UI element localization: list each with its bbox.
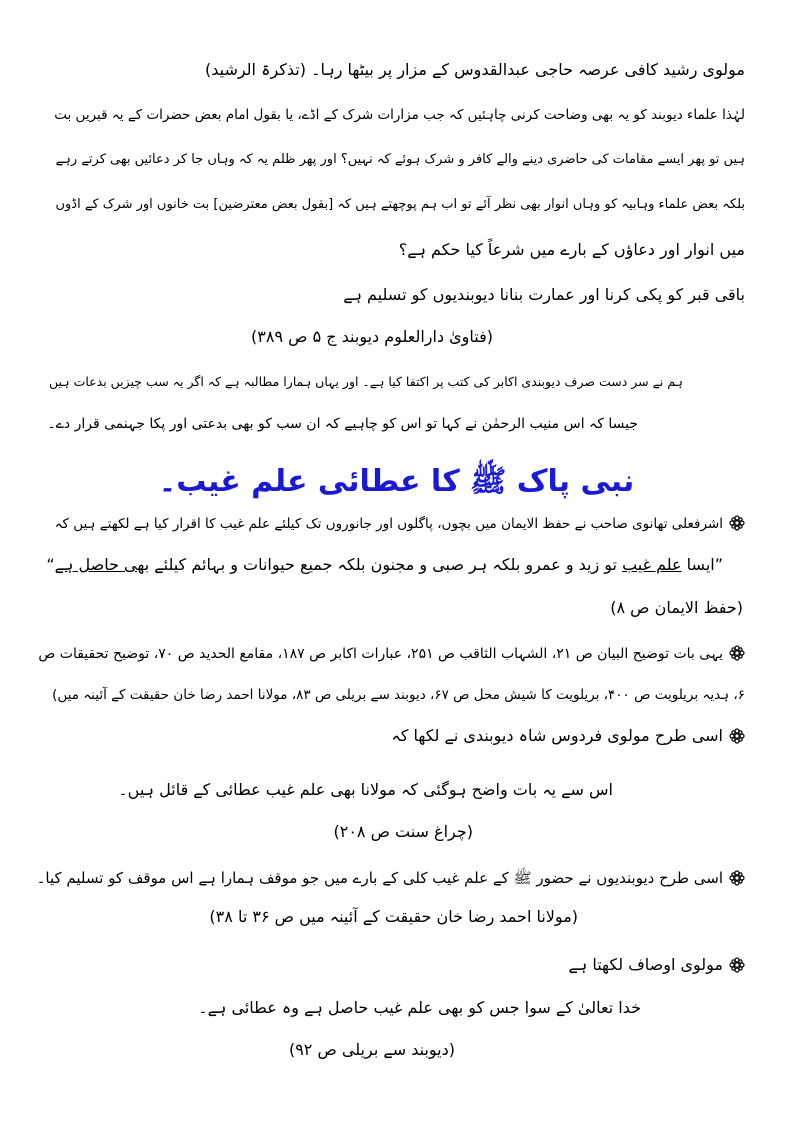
line-5: میں انوار اور دعاؤں کے بارے میں شرعاً کیا حکم ہے؟ — [398, 240, 745, 259]
line-18-text: اسی طرح دیوبندیوں نے حضور ﷺ کے علم غیب کلی کے بارے میں جو موقف ہمارا ہے اس موقف کو تسلیم کیا۔ — [36, 869, 723, 887]
line-10-text: اشرفعلی تھانوی صاحب نے حفظ الایمان میں بچوں، پاگلوں اور جانوروں تک کیلئے علم غیب کا اقرار کیا ہے لکھتے ہیں کہ — [54, 516, 723, 532]
line-4: بلکہ بعض علماء وہابیہ کو وہاں انوار بھی نظر آئے تو اب ہم پوچھتے ہیں کہ [بقول بعض معترضین] بت خانوں اور شرک کے اڈوں — [55, 197, 745, 212]
ornament-flower-icon — [729, 870, 745, 886]
line-16: اس سے یہ بات واضح ہوگئی کہ مولانا بھی علم غیب عطائی کے قائل ہیں۔ — [118, 780, 613, 799]
citation-chiragh: (چراغ سنت ص ۲۰۸) — [333, 822, 473, 841]
line-6: باقی قبر کو پکی کرنا اور عمارت بنانا دیوبندیوں کو تسلیم ہے — [343, 285, 745, 304]
quote-part-e: “ — [46, 555, 55, 574]
line-15-text: اسی طرح مولوی فردوس شاہ دیوبندی نے لکھا کہ — [391, 726, 723, 745]
ornament-flower-icon — [729, 728, 745, 744]
line-21: خدا تعالیٰ کے سوا جس کو بھی علم غیب حاصل ہے وہ عطائی ہے۔ — [198, 998, 641, 1017]
line-2: لہٰذا علماء دیوبند کو یہ بھی وضاحت کرنی چاہئیں کہ جب مزارات شرک کے اڈے، یا بقول امام بعض حضرات کے یہ قبریں بت — [54, 107, 745, 123]
bullet-line-15 — [0, 724, 793, 748]
line-1: مولوی رشید کافی عرصہ حاجی عبدالقدوس کے مزار پر بیٹھا رہا۔ (تذکرۃ الرشید) — [204, 60, 745, 79]
section-heading: نبی پاک ﷺ کا عطائی علم غیب۔ — [158, 464, 635, 499]
citation-hifz: (حفظ الایمان ص ۸) — [610, 598, 743, 617]
citation-ahmad-raza: (مولانا احمد رضا خان حقیقت کے آئینہ میں ص ۳۶ تا ۳۸) — [209, 907, 578, 926]
bullet-line-13 — [0, 642, 793, 666]
bullet-line-20 — [0, 953, 793, 977]
ornament-flower-icon — [729, 645, 745, 661]
line-20-text: مولوی اوصاف لکھتا ہے — [568, 955, 723, 974]
quote-line — [0, 553, 793, 577]
ornament-flower-icon — [729, 515, 745, 531]
line-13-text: یہی بات توضیح البیان ص ۲۱، الشہاب الثاقب ص ۲۵۱، عبارات اکابر ص ۱۸۷، مقامع الحدید ص ۷۰، توضیح تحقیقات ص — [38, 646, 723, 662]
line-8: ہم نے سر دست صرف دیوبندی اکابر کی کتب پر اکتفا کیا ہے۔ اور یہاں ہمارا مطالبہ ہے کہ اگر یہ سب چیزیں بدعات ہیں — [49, 374, 683, 389]
citation-deoband-bareli: (دیوبند سے بریلی ص ۹۲) — [288, 1040, 455, 1059]
quote-part-d: بھی حاصل ہے — [54, 555, 150, 574]
bullet-line-18 — [0, 866, 793, 890]
line-3: ہیں تو پھر ایسے مقامات کی حاضری دینے والے کافر و شرک ہوئے کہ نہیں؟ اور پھر ظلم یہ کہ وہاں جا کر دعائیں بھی کرتے رہے — [55, 152, 745, 167]
citation-fatawa: (فتاویٰ دارالعلوم دیوبند ج ۵ ص ۳۸۹) — [251, 327, 493, 346]
line-14: ۶، ہدیہ بریلویت ص ۴۰۰، بریلویت کا شیش محل ص ۶۷، دیوبند سے بریلی ص ۸۳، مولانا احمد رضا خان حقیقت کے آئینہ میں) — [52, 687, 745, 703]
quote-part-b: علم غیب — [622, 555, 682, 574]
ornament-flower-icon — [729, 957, 745, 973]
line-9: جیسا کہ اس منیب الرحمٰن نے کہا تو اس کو چاہیے کہ ان سب کو بھی بدعتی اور پکا جہنمی قرار دے۔ — [47, 416, 638, 432]
quote-part-c: تو زید و عمرو بلکہ ہر صبی و مجنون بلکہ جمیع حیوانات و بہائم کیلئے — [149, 555, 623, 574]
quote-part-a: ”ایسا — [681, 555, 723, 574]
bullet-line-10 — [0, 512, 793, 536]
